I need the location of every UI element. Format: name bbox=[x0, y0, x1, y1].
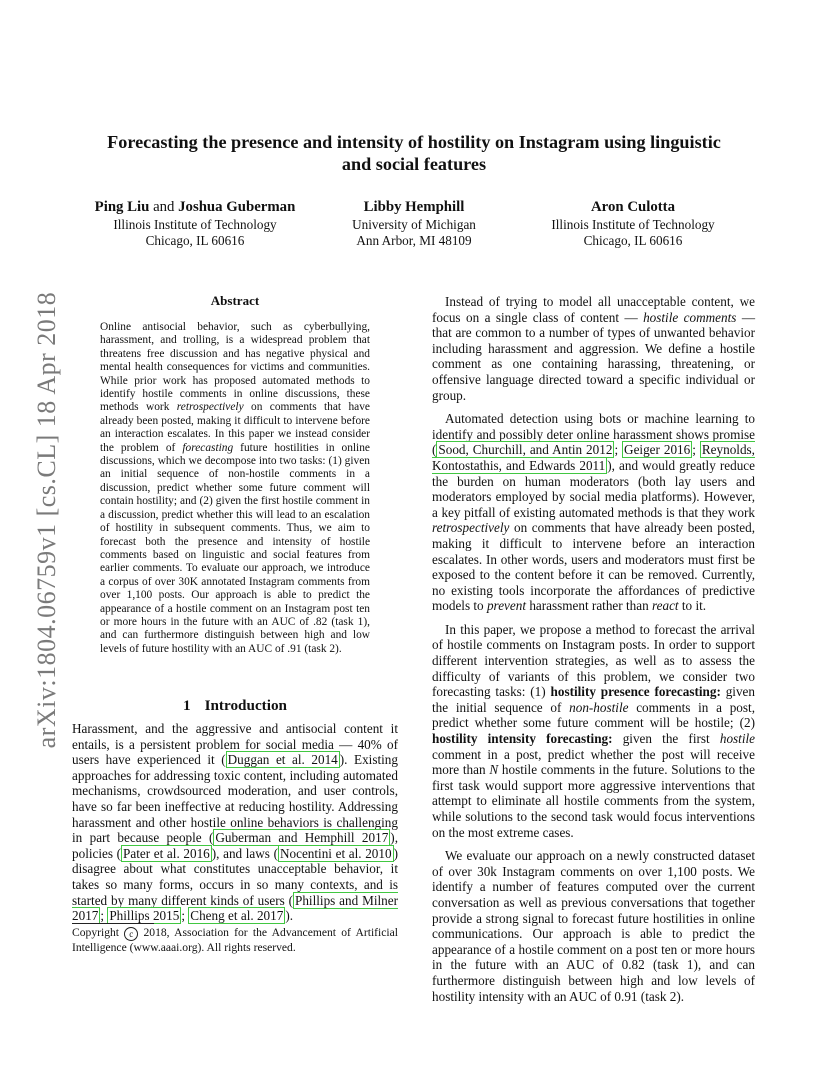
abstract-heading: Abstract bbox=[210, 293, 260, 308]
author-block-1 bbox=[70, 198, 320, 248]
title-line-1: Forecasting the presence and intensity of hostility on Instagram using linguistic bbox=[107, 132, 721, 152]
author-name: Joshua Guberman bbox=[178, 199, 296, 215]
author-location: Chicago, IL 60616 bbox=[583, 232, 683, 248]
citation-link[interactable]: Sood, Churchill, and Antin 2012 bbox=[438, 442, 613, 458]
author-affiliation: Illinois Institute of Technology bbox=[113, 217, 277, 232]
section-heading-introduction bbox=[72, 697, 398, 715]
paragraph: In this paper, we propose a method to forecast the arrival of hostile comments on Instagram posts. In order to support different intervention strategies, as well as to assess the difficulty of variants of this problem, we consider two forecasting tasks: (1) hostility presence forecasting: given the initial sequence of non-hostile comments in a post, predict whether some future comment will be hostile; (2) hostility intensity forecasting: given the first hostile comment in a post, predict whether the post will receive more than N hostile comments in the future. Solutions to the first task would support more aggressive interventions that attempt to eliminate all hostile comments from the system, while solutions to the second task would focus interventions on the most extreme cases. bbox=[432, 621, 756, 840]
introduction-paragraph: Harassment, and the aggressive and antisocial content it entails, is a persistent problem for social media — 40% of users have experienced it ( Duggan et al. 2014 ). Existing approaches for addressing toxic content, including automated mechanisms, crowdsourced moderation, and user controls, have so far been ineffective at reducing hostility. Addressing harassment and other hostile online behaviors is challenging in part because people ( Guberman and Hemphill 2017 ), policies ( Pater et al. 2016 ), and laws ( Nocentini et al. 2010 ) disagree about what constitutes unacceptable behavior, it takes so many forms, occurs in so many contexts, and is started by many different kinds of users ( Phillips and Milner 2017 ; Phillips 2015 ; Cheng et al. 2017 ). bbox=[72, 721, 398, 924]
section-title: Introduction bbox=[204, 697, 288, 714]
paragraph: We evaluate our approach on a newly constructed dataset of over 30k Instagram comments on over 1,100 posts. We identify a number of features computed over the current conversation as well as previous conversations that together provide a strong signal to forecast future hostilities in online communications. Our approach is able to predict the appearance of a hostile comment on a post ten or more hours in the future with an AUC of 0.82 (task 1), and can furthermore distinguish between high and low levels of hostility intensity with an AUC of 0.91 (task 2). bbox=[432, 848, 755, 1004]
citation-link[interactable]: Pater et al. 2016 bbox=[123, 845, 210, 861]
author-name: Aron Culotta bbox=[591, 199, 675, 215]
citation-link[interactable]: Reynolds, Kontostathis, and Edwards 2011 bbox=[432, 442, 755, 473]
author-location: Chicago, IL 60616 bbox=[145, 232, 245, 248]
author-name: Ping Liu bbox=[94, 199, 150, 215]
author-affiliation: Illinois Institute of Technology bbox=[551, 217, 715, 232]
section-number: 1 bbox=[182, 697, 191, 714]
title-line-2: and social features bbox=[341, 154, 487, 174]
abstract-body: Online antisocial behavior, such as cyberbullying, harassment, and trolling, is a widespread problem that threatens free discussion and has negative physical and mental health consequences for victims and communities. While prior work has proposed automated methods to identify hostile comments in online discussions, these methods work retrospectively on comments that have already been posted, making it difficult to intervene before an interaction escalates. In this paper we instead consider the problem of forecasting future hostilities in online discussions, which we decompose into two tasks: (1) given an initial sequence of non-hostile comments in a discussion, predict whether some future comment will contain hostility; and (2) given the first hostile comment in a discussion, predict whether this will lead to an escalation of hostility in subsequent comments. Thus, we aim to forecast both the presence and intensity of hostile comments based on linguistic and social features from earlier comments. To evaluate our approach, we introduce a corpus of over 30K annotated Instagram comments from over 1,100 posts. Our approach is able to predict the appearance of a hostile comment on an Instagram post ten or more hours in the future with an AUC of .82 (task 1), and can furthermore distinguish between high and low levels of future hostility with an AUC of .91 (task 2). bbox=[100, 321, 370, 655]
copyright-notice: Copyright c 2018, Association for the Advancement of Artificial Intelligence (www.aaai.org). All rights reserved. bbox=[72, 926, 399, 954]
right-column bbox=[432, 294, 755, 1012]
citation-link[interactable]: Duggan et al. 2014 bbox=[227, 752, 338, 768]
citation-link[interactable]: Cheng et al. 2017 bbox=[190, 908, 284, 924]
citation-link[interactable]: Guberman and Hemphill 2017 bbox=[215, 830, 389, 846]
author-block-3 bbox=[528, 198, 738, 248]
paragraph: Automated detection using bots or machine learning to identify and possibly deter online harassment shows promise ( Sood, Churchill, and Antin 2012 ; Geiger 2016 ; Reynolds, Kontostathis, and Edwards 2011 ), and would greatly reduce the burden on human moderators (both lay users and moderators employed by social media platforms). However, a key pitfall of existing automated methods is that they work retrospectively on comments that have already been posted, making it difficult to intervene before an interaction escalates. In other words, users and moderators must first be exposed to the content before it can be removed. Currently, no existing tools incorporate the affordances of predictive models to prevent harassment rather than react to it. bbox=[432, 411, 756, 614]
citation-link[interactable]: Nocentini et al. 2010 bbox=[279, 845, 392, 861]
author-block-2 bbox=[324, 198, 504, 248]
author-conjunction: and bbox=[153, 199, 175, 215]
citation-link[interactable]: Phillips 2015 bbox=[109, 908, 180, 924]
author-name: Libby Hemphill bbox=[363, 199, 465, 215]
paper-title bbox=[70, 131, 758, 175]
paragraph: Instead of trying to model all unacceptable content, we focus on a single class of content — hostile comments — that are common to a number of types of unwanted behavior including harassment and aggression. We define a hostile comment as one containing harassing, threatening, or offensive language directed toward a specific individual or group. bbox=[432, 294, 756, 403]
footnote-rule bbox=[72, 923, 154, 924]
citation-link[interactable]: Geiger 2016 bbox=[624, 442, 691, 458]
arxiv-identifier: arXiv:1804.06759v1 [cs.CL] 18 Apr 2018 bbox=[32, 291, 61, 749]
copyright-symbol: c bbox=[124, 927, 138, 941]
citation-link[interactable]: Phillips and Milner 2017 bbox=[72, 892, 398, 924]
author-location: Ann Arbor, MI 48109 bbox=[356, 232, 472, 248]
author-affiliation: University of Michigan bbox=[352, 217, 476, 232]
